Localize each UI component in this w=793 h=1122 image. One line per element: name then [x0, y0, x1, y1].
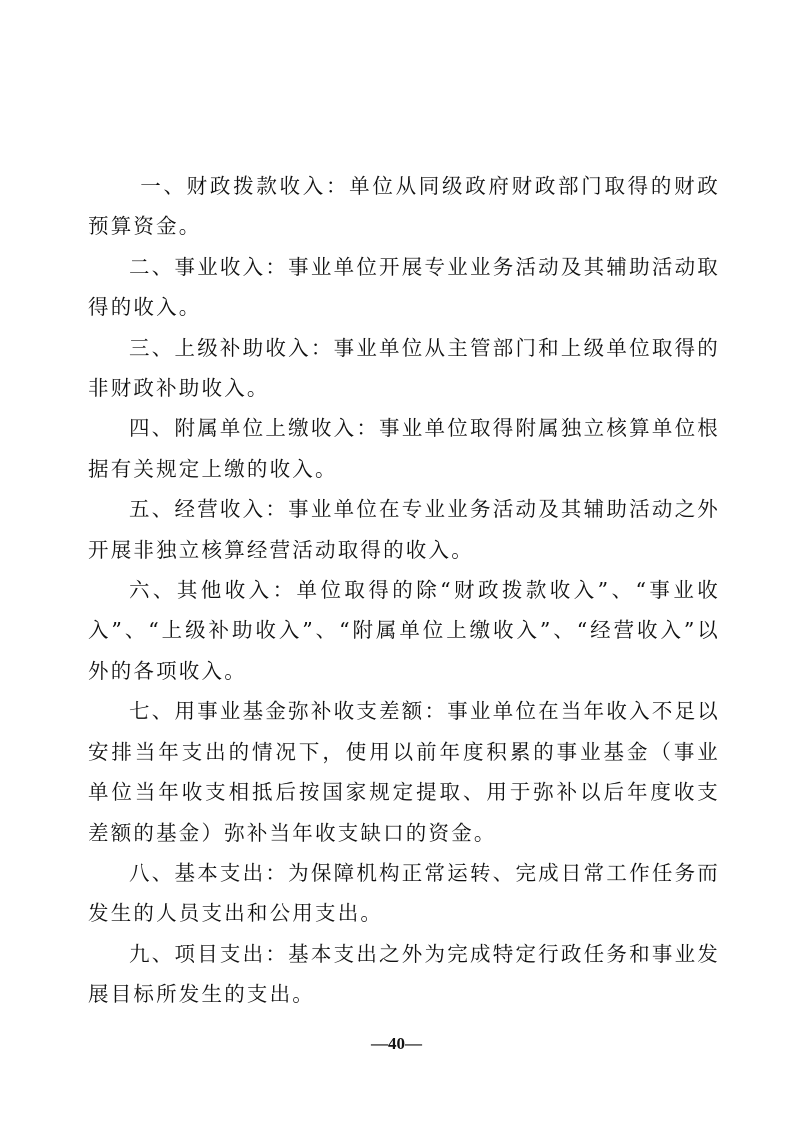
paragraph-fiscal-appropriation-income: 一、财政拨款收入：单位从同级政府财政部门取得的财政预算资金。: [88, 174, 720, 239]
paragraph-basic-expenditure: 八、基本支出：为保障机构正常运转、完成日常工作任务而发生的人员支出和公用支出。: [88, 860, 720, 926]
paragraph-affiliated-unit-income: 四、附属单位上缴收入：事业单位取得附属独立核算单位根据有关规定上缴的收入。: [88, 416, 720, 481]
paragraph-business-fund-supplement: 七、用事业基金弥补收支差额：事业单位在当年收入不足以安排当年支出的情况下，使用以前年度积累的事业基金（事业单位当年收支相抵后按国家规定提取、用于弥补以后年度收支差额的基金）弥补当年收支缺口的资金。: [88, 699, 720, 845]
paragraph-superior-subsidy-income: 三、上级补助收入：事业单位从主管部门和上级单位取得的非财政补助收入。: [88, 335, 720, 401]
paragraph-business-income: 二、事业收入：事业单位开展专业业务活动及其辅助活动取得的收入。: [88, 254, 720, 320]
document-body: [88, 166, 720, 1015]
paragraph-other-income: 六、其他收入：单位取得的除“财政拨款收入”、“事业收入”、“上级补助收入”、“附属单位上缴收入”、“经营收入”以外的各项收入。: [88, 578, 720, 683]
paragraph-operating-income: 五、经营收入：事业单位在专业业务活动及其辅助活动之外开展非独立核算经营活动取得的收入。: [88, 497, 720, 562]
paragraph-project-expenditure: 九、项目支出：基本支出之外为完成特定行政任务和事业发展目标所发生的支出。: [88, 941, 720, 1007]
page-number: —40—: [371, 1034, 422, 1053]
